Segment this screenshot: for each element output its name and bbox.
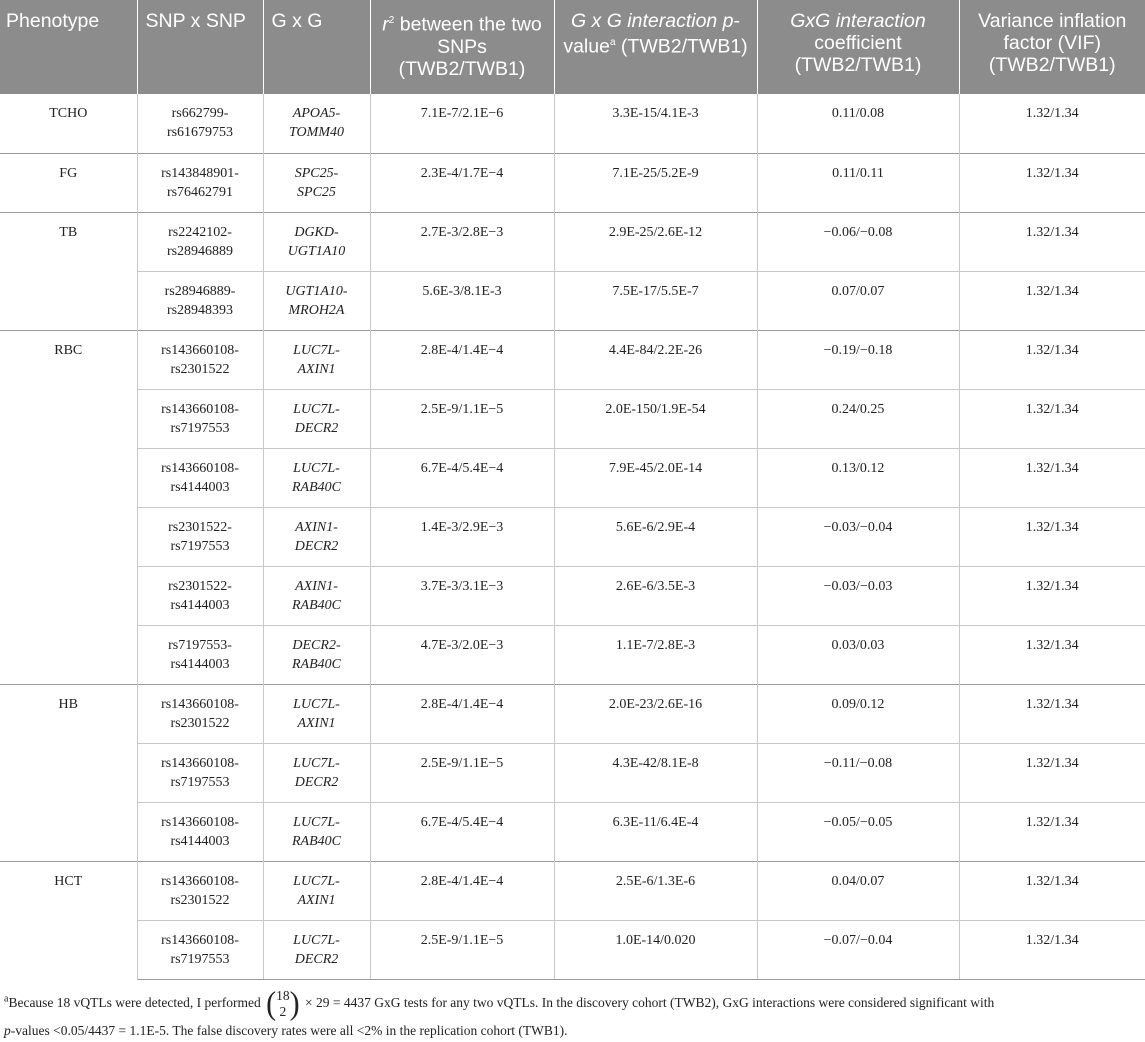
- cell-snp-pair: [137, 920, 263, 979]
- snp-second: rs4144003: [170, 833, 230, 849]
- cell-vif: 1.32/1.34: [959, 566, 1145, 625]
- cell-gene-pair: [263, 861, 370, 920]
- gene-second: DECR2: [294, 951, 339, 967]
- snp-first: rs2301522-: [168, 519, 232, 535]
- cell-gene-pair: [263, 330, 370, 389]
- cell-coefficient: 0.03/0.03: [757, 625, 959, 684]
- table-row: [0, 566, 1145, 625]
- cell-vif: 1.32/1.34: [959, 271, 1145, 330]
- gene-second: DECR2: [294, 774, 339, 790]
- cell-pvalue: 1.1E-7/2.8E-3: [554, 625, 757, 684]
- snp-second: rs2301522: [170, 892, 230, 908]
- cell-gene-pair: [263, 743, 370, 802]
- gene-first: LUC7L-: [293, 873, 340, 889]
- cell-r2: 1.4E-3/2.9E−3: [370, 507, 554, 566]
- cell-coefficient: −0.06/−0.08: [757, 212, 959, 271]
- cell-gene-pair: [263, 389, 370, 448]
- snp-first: rs143660108-: [161, 932, 239, 948]
- snp-first: rs143660108-: [161, 401, 239, 417]
- table-row: [0, 153, 1145, 212]
- gene-second: DECR2: [294, 538, 339, 554]
- snp-first: rs143848901-: [161, 165, 239, 181]
- cell-pvalue: 3.3E-15/4.1E-3: [554, 94, 757, 153]
- header-r2: $r^2$ between the two SNPs (TWB2/TWB1): [370, 0, 554, 94]
- snp-first: rs2301522-: [168, 578, 232, 594]
- cell-pvalue: 7.5E-17/5.5E-7: [554, 271, 757, 330]
- cell-coefficient: −0.03/−0.04: [757, 507, 959, 566]
- header-phenotype: Phenotype: [0, 0, 137, 94]
- gene-first: LUC7L-: [293, 814, 340, 830]
- snp-second: rs2301522: [170, 715, 230, 731]
- snp-first: rs662799-: [171, 106, 229, 121]
- cell-snp-pair: [137, 212, 263, 271]
- gene-first: LUC7L-: [293, 342, 340, 358]
- cell-coefficient: 0.13/0.12: [757, 448, 959, 507]
- cell-snp-pair: [137, 330, 263, 389]
- gene-first: AXIN1-: [295, 519, 338, 535]
- cell-gene-pair: [263, 212, 370, 271]
- cell-phenotype: TCHO: [0, 94, 137, 153]
- snp-second: rs7197553: [170, 538, 230, 554]
- cell-r2: 2.3E-4/1.7E−4: [370, 153, 554, 212]
- snp-second: rs61679753: [166, 125, 234, 140]
- cell-r2: 2.5E-9/1.1E−5: [370, 920, 554, 979]
- cell-pvalue: 6.3E-11/6.4E-4: [554, 802, 757, 861]
- cell-r2: 2.7E-3/2.8E−3: [370, 212, 554, 271]
- cell-vif: 1.32/1.34: [959, 330, 1145, 389]
- cell-snp-pair: [137, 566, 263, 625]
- table-row: [0, 330, 1145, 389]
- cell-coefficient: 0.24/0.25: [757, 389, 959, 448]
- snp-first: rs143660108-: [161, 814, 239, 830]
- cell-r2: 2.5E-9/1.1E−5: [370, 743, 554, 802]
- gene-second: DECR2: [294, 420, 339, 436]
- table-header: [0, 0, 1145, 94]
- snp-second: rs76462791: [166, 184, 234, 200]
- cell-gene-pair: [263, 802, 370, 861]
- cell-coefficient: −0.19/−0.18: [757, 330, 959, 389]
- gene-first: DECR2-: [292, 637, 341, 653]
- gene-first: UGT1A10-: [285, 283, 348, 299]
- gene-first: LUC7L-: [293, 696, 340, 712]
- cell-r2: 3.7E-3/3.1E−3: [370, 566, 554, 625]
- table-row: [0, 743, 1145, 802]
- gene-second: RAB40C: [292, 833, 341, 849]
- cell-vif: 1.32/1.34: [959, 153, 1145, 212]
- cell-coefficient: 0.07/0.07: [757, 271, 959, 330]
- cell-gene-pair: [263, 507, 370, 566]
- cell-snp-pair: [137, 684, 263, 743]
- table-body: [0, 94, 1145, 979]
- gene-second: AXIN1: [297, 892, 336, 908]
- snp-second: rs28946889: [166, 243, 234, 259]
- table-row: [0, 684, 1145, 743]
- cell-phenotype: HCT: [0, 861, 137, 979]
- snp-first: rs143660108-: [161, 460, 239, 476]
- gene-second: SPC25: [297, 184, 336, 200]
- gene-first: DGKD-: [294, 224, 339, 240]
- cell-phenotype: FG: [0, 153, 137, 212]
- cell-gene-pair: [263, 448, 370, 507]
- cell-vif: 1.32/1.34: [959, 448, 1145, 507]
- cell-r2: 2.8E-4/1.4E−4: [370, 684, 554, 743]
- table-row: [0, 625, 1145, 684]
- cell-r2: 6.7E-4/5.4E−4: [370, 448, 554, 507]
- cell-pvalue: 7.1E-25/5.2E-9: [554, 153, 757, 212]
- snp-first: rs143660108-: [161, 342, 239, 358]
- snp-first: rs143660108-: [161, 755, 239, 771]
- header-interaction-coefficient: GxG interaction coefficient (TWB2/TWB1): [757, 0, 959, 94]
- cell-vif: 1.32/1.34: [959, 861, 1145, 920]
- snp-first: rs28946889-: [164, 283, 236, 299]
- gene-first: AXIN1-: [295, 578, 338, 594]
- cell-vif: 1.32/1.34: [959, 684, 1145, 743]
- snp-second: rs4144003: [170, 479, 230, 495]
- cell-gene-pair: [263, 566, 370, 625]
- cell-snp-pair: [137, 625, 263, 684]
- snp-first: rs143660108-: [161, 873, 239, 889]
- gene-first: LUC7L-: [293, 755, 340, 771]
- cell-snp-pair: [137, 94, 263, 153]
- cell-r2: 2.8E-4/1.4E−4: [370, 861, 554, 920]
- header-vif: Variance inflation factor (VIF) (TWB2/TWB1): [959, 0, 1145, 94]
- table-row: [0, 861, 1145, 920]
- gene-first: LUC7L-: [293, 932, 340, 948]
- cell-snp-pair: [137, 507, 263, 566]
- cell-snp-pair: [137, 271, 263, 330]
- cell-vif: 1.32/1.34: [959, 802, 1145, 861]
- cell-r2: 6.7E-4/5.4E−4: [370, 802, 554, 861]
- cell-gene-pair: [263, 625, 370, 684]
- gene-second: AXIN1: [297, 361, 336, 377]
- cell-pvalue: 2.0E-23/2.6E-16: [554, 684, 757, 743]
- cell-phenotype: RBC: [0, 330, 137, 684]
- gene-second: AXIN1: [297, 715, 336, 731]
- snp-second: rs4144003: [170, 656, 230, 672]
- snp-second: rs28948393: [166, 302, 234, 318]
- cell-vif: 1.32/1.34: [959, 625, 1145, 684]
- cell-vif: 1.32/1.34: [959, 920, 1145, 979]
- table-row: [0, 212, 1145, 271]
- gene-first: LUC7L-: [293, 401, 340, 417]
- gene-second: TOMM40: [289, 125, 344, 140]
- snp-first: rs143660108-: [161, 696, 239, 712]
- cell-coefficient: −0.07/−0.04: [757, 920, 959, 979]
- snp-second: rs7197553: [170, 774, 230, 790]
- cell-pvalue: 1.0E-14/0.020: [554, 920, 757, 979]
- cell-phenotype: TB: [0, 212, 137, 330]
- gene-second: RAB40C: [292, 597, 341, 613]
- cell-pvalue: 4.4E-84/2.2E-26: [554, 330, 757, 389]
- cell-coefficient: −0.05/−0.05: [757, 802, 959, 861]
- cell-pvalue: 2.6E-6/3.5E-3: [554, 566, 757, 625]
- table-row: [0, 507, 1145, 566]
- cell-gene-pair: [263, 271, 370, 330]
- cell-coefficient: 0.04/0.07: [757, 861, 959, 920]
- table-row: [0, 389, 1145, 448]
- snp-second: rs2301522: [170, 361, 230, 377]
- gene-first: LUC7L-: [293, 460, 340, 476]
- cell-gene-pair: [263, 153, 370, 212]
- cell-pvalue: 5.6E-6/2.9E-4: [554, 507, 757, 566]
- gene-first: APOA5-: [292, 106, 341, 121]
- header-snp-x-snp: SNP x SNP: [137, 0, 263, 94]
- cell-r2: 2.5E-9/1.1E−5: [370, 389, 554, 448]
- cell-coefficient: 0.09/0.12: [757, 684, 959, 743]
- gene-second: UGT1A10: [287, 243, 346, 259]
- snp-first: rs7197553-: [168, 637, 232, 653]
- cell-vif: 1.32/1.34: [1025, 106, 1079, 121]
- gene-second: RAB40C: [292, 656, 341, 672]
- cell-vif: 1.32/1.34: [959, 389, 1145, 448]
- cell-snp-pair: [137, 448, 263, 507]
- cell-snp-pair: [137, 743, 263, 802]
- cell-pvalue: 2.0E-150/1.9E-54: [554, 389, 757, 448]
- gene-second: RAB40C: [292, 479, 341, 495]
- table-row: [0, 448, 1145, 507]
- cell-pvalue: 2.5E-6/1.3E-6: [554, 861, 757, 920]
- cell-snp-pair: [137, 861, 263, 920]
- cell-gene-pair: [263, 94, 370, 153]
- cell-vif: 1.32/1.34: [959, 212, 1145, 271]
- cell-vif: 1.32/1.34: [959, 507, 1145, 566]
- snp-second: rs4144003: [170, 597, 230, 613]
- cell-coefficient: 0.11/0.08: [757, 94, 959, 153]
- cell-snp-pair: [137, 153, 263, 212]
- snp-second: rs7197553: [170, 420, 230, 436]
- table-row: [0, 920, 1145, 979]
- cell-snp-pair: [137, 802, 263, 861]
- cell-pvalue: 4.3E-42/8.1E-8: [554, 743, 757, 802]
- gene-second: MROH2A: [288, 302, 345, 318]
- cell-gene-pair: [263, 920, 370, 979]
- table-row: [0, 271, 1145, 330]
- cell-r2: 2.8E-4/1.4E−4: [370, 330, 554, 389]
- table-footnote: $^a$Because 18 vQTLs were detected, I performed ( 18 2 ) × 29 = 4437 GxG tests for any two vQTLs. In the discovery cohort (TWB2), GxG interactions were considered significant with p-values <0.05/4437 = 1.1E-5. The false discovery rates were all <2% in the replication cohort (TWB1).: [4, 984, 995, 1038]
- cell-coefficient: −0.11/−0.08: [757, 743, 959, 802]
- cell-r2: 4.7E-3/2.0E−3: [370, 625, 554, 684]
- header-interaction-pvalue: G x G interaction p-value$^a$ (TWB2/TWB1): [554, 0, 757, 94]
- table-row: [0, 802, 1145, 861]
- cell-pvalue: 2.9E-25/2.6E-12: [554, 212, 757, 271]
- cell-r2: 7.1E-7/2.1E−6: [370, 94, 554, 153]
- cell-r2: 5.6E-3/8.1E-3: [370, 271, 554, 330]
- binomial-coefficient: ( 18 2 ): [266, 984, 300, 1022]
- table-row: [0, 94, 1145, 153]
- gene-first: SPC25-: [294, 165, 339, 181]
- snp-first: rs2242102-: [168, 224, 232, 240]
- cell-coefficient: 0.11/0.11: [757, 153, 959, 212]
- snp-second: rs7197553: [170, 951, 230, 967]
- cell-coefficient: −0.03/−0.03: [757, 566, 959, 625]
- cell-gene-pair: [263, 684, 370, 743]
- cell-pvalue: 7.9E-45/2.0E-14: [554, 448, 757, 507]
- header-g-x-g: G x G: [263, 0, 370, 94]
- cell-snp-pair: [137, 389, 263, 448]
- cell-phenotype: HB: [0, 684, 137, 861]
- cell-vif: 1.32/1.34: [959, 743, 1145, 802]
